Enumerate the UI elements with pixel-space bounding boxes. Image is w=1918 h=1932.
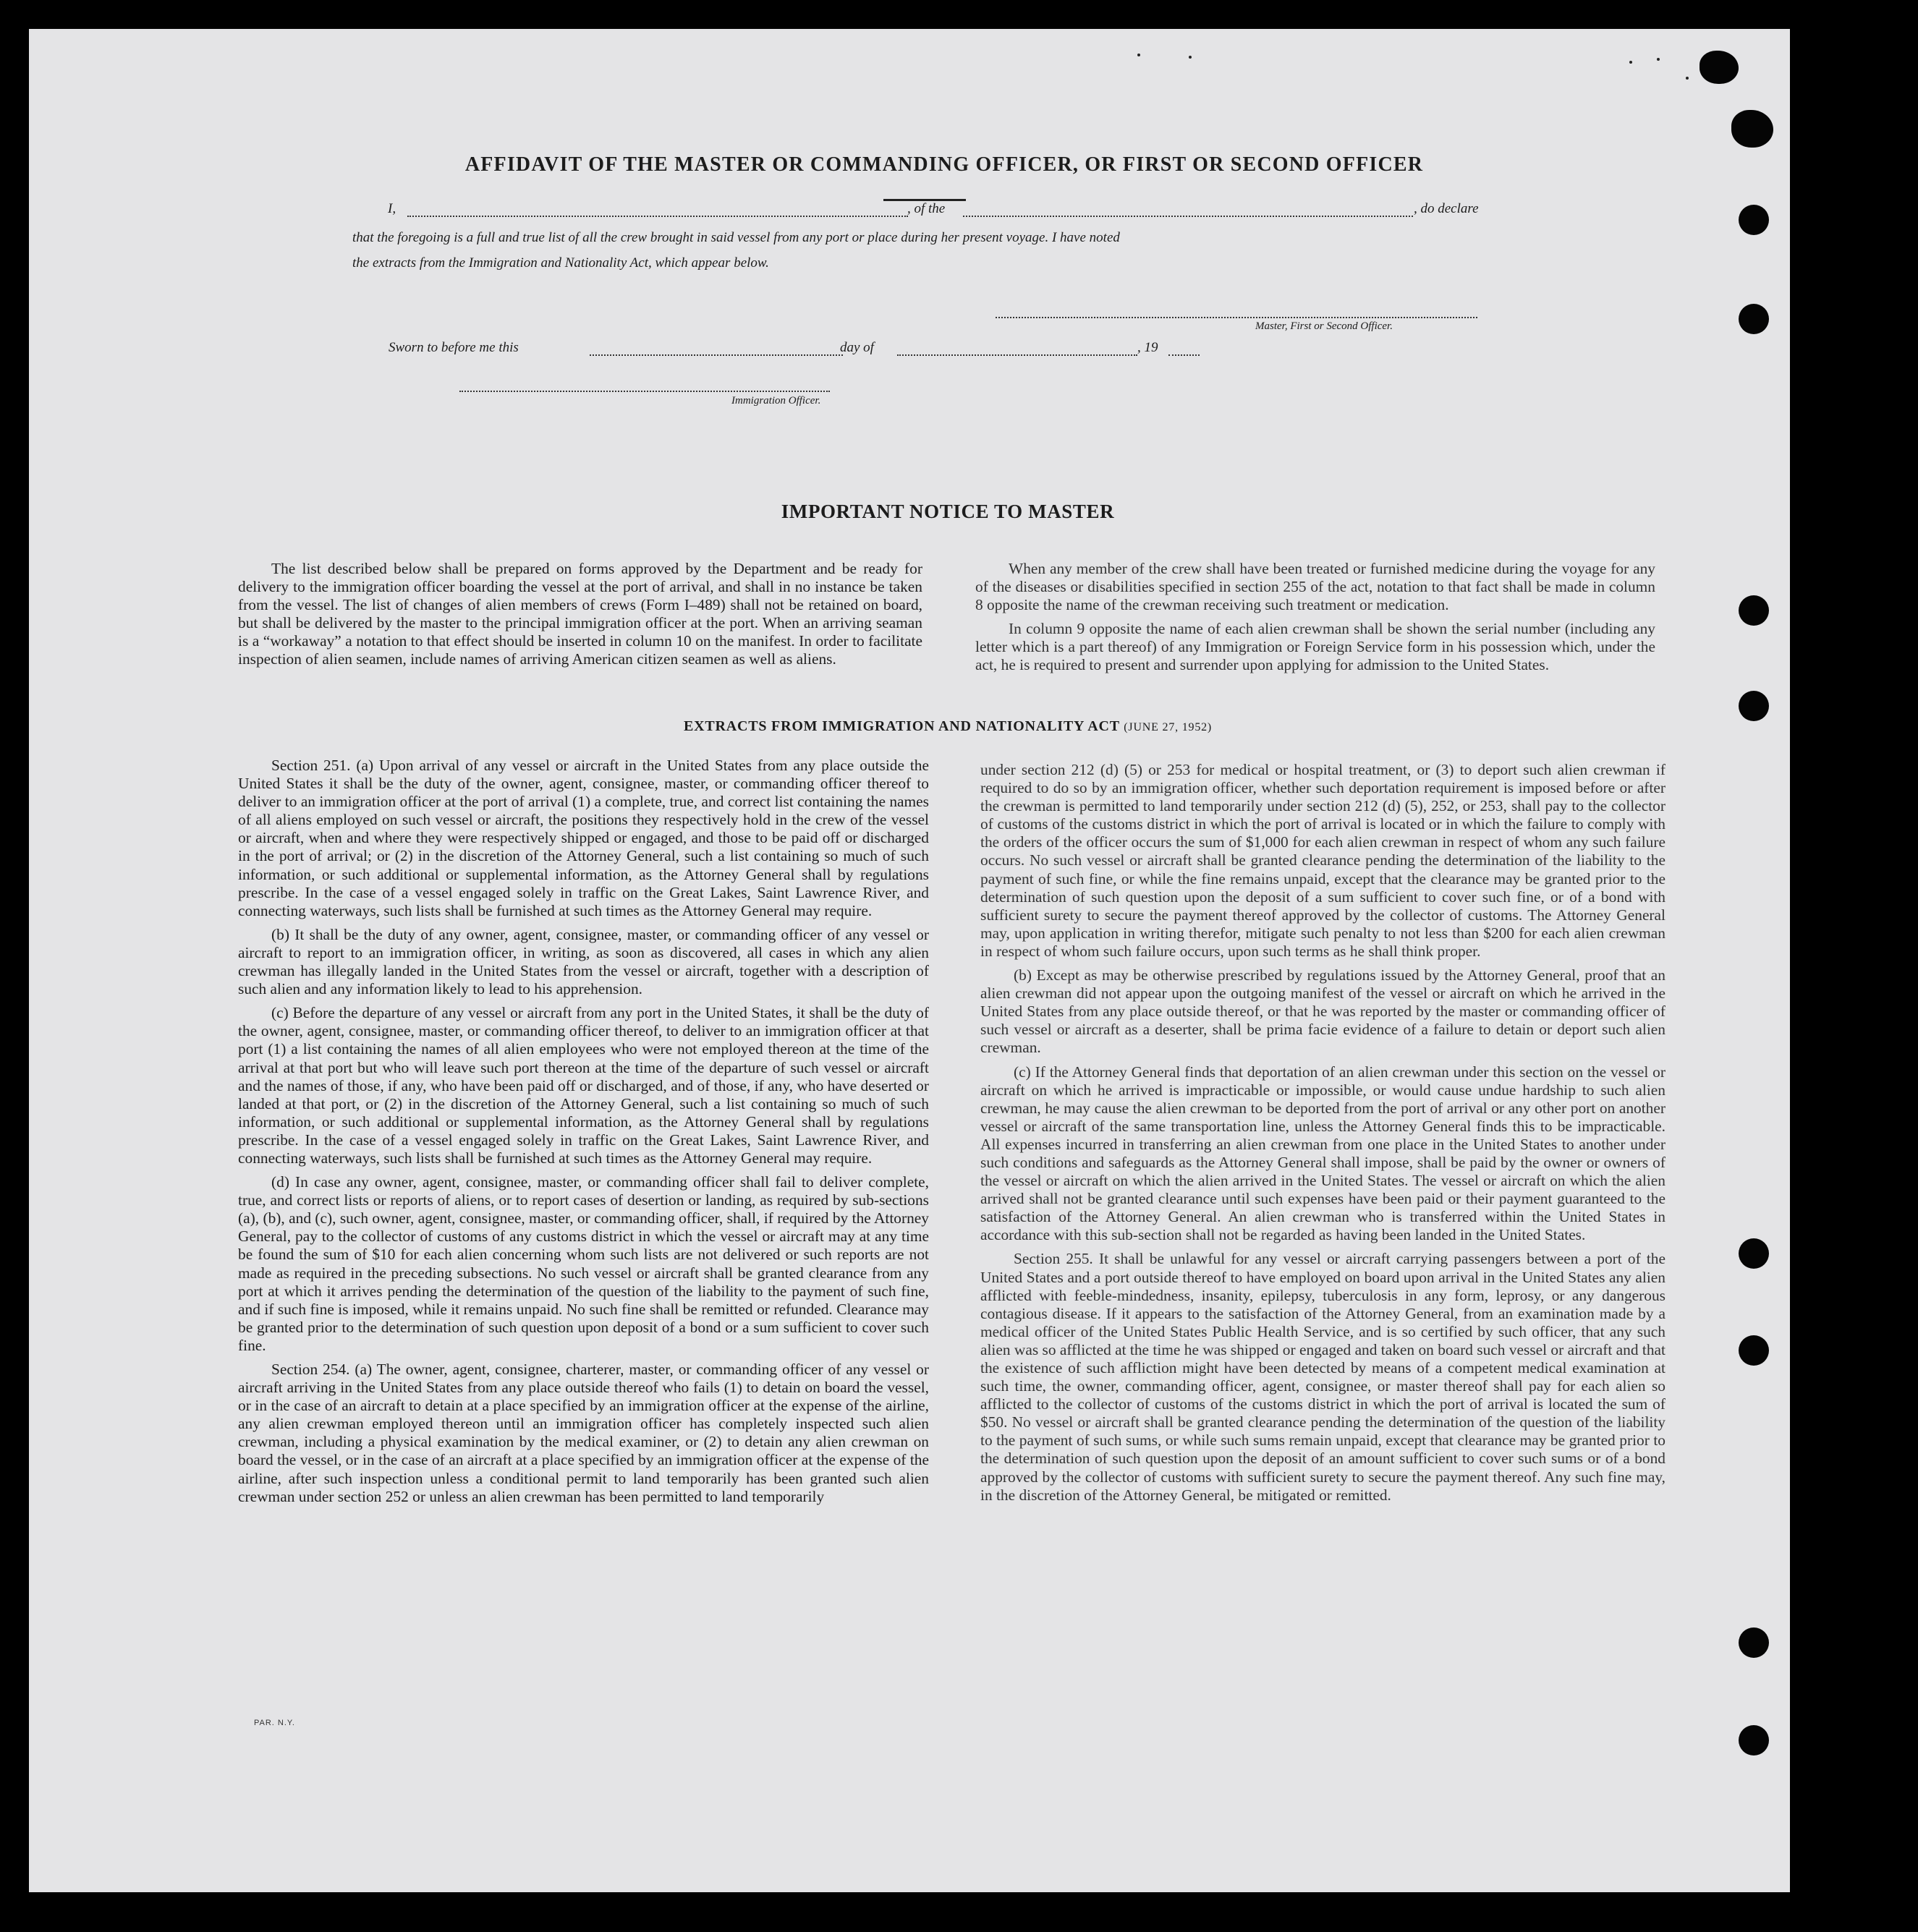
sworn-label: Sworn to before me this: [389, 340, 519, 355]
notice-paragraph: The list described below shall be prepared on forms approved by the Department and be ready for delivery to the immigration officer boarding the vessel at the port of arrival, and shall in no instance be taken from the vessel. The list of changes of alien members of crews (Form I–489) shall not be retained on board, but shall be delivered by the master to the principal immigration officer at the port. When an arriving seaman is a “workaway” a notation to that effect should be inserted in column 10 on the manifest. In order to facilitate inspection of alien seamen, include names of arriving American citizen seamen as well as aliens.: [238, 560, 922, 668]
binder-hole: [1739, 1627, 1769, 1658]
speck: [1189, 56, 1192, 59]
sworn-month-field[interactable]: [897, 354, 1137, 356]
notice-paragraph: When any member of the crew shall have been treated or furnished medicine during the voyage for any of the diseases or disabilities specified in section 255 of the act, notation to that fact shall be made in column 8 opposite the name of the crewman receiving such treatment or medication.: [975, 560, 1655, 614]
binder-hole: [1739, 1725, 1769, 1756]
speck: [1629, 61, 1632, 64]
affidavit-title: AFFIDAVIT OF THE MASTER OR COMMANDING OFFICER, OR FIRST OR SECOND OFFICER: [464, 153, 1424, 176]
extracts-title: [29, 718, 1867, 735]
binder-hole: [1739, 595, 1769, 626]
binder-hole: [1739, 205, 1769, 235]
extracts-date: (JUNE 27, 1952): [1124, 721, 1213, 733]
section-254a-continued: under section 212 (d) (5) or 253 for medical or hospital treatment, or (3) to deport such alien crewman if required to do so by an immigration officer, whether such deportation requirement is imposed before or after the crewman is permitted to land temporarily under section 212 (d) (5), 252, or 253, shall pay to the collector of customs of the customs district in which the port of arrival is located or in which the failure to comply with the orders of the officer occurs the sum of $1,000 for each alien crewman in respect of whom any such failure occurs. No such vessel or aircraft shall be granted clearance pending the determination of the liability to the payment of such fine, or while the fine remains unpaid, except that the clearance may be granted prior to the determination of such question upon the deposit of a sum sufficient to cover such fine, or of a bond with sufficient surety to secure the payment thereof approved by the collector of customs. The Attorney General may, upon application in writing therefor, mitigate such penalty to not less than $200 for each alien crewman in respect of whom such failure occurs, upon such terms as he shall think proper.: [980, 761, 1665, 960]
section-254b: (b) Except as may be otherwise prescribed by regulations issued by the Attorney General, proof that an alien crewman did not appear upon the outgoing manifest of the vessel or aircraft on which he arrived in the United States from any place outside thereof, or that he was reported by the master or commanding officer of such vessel or aircraft as a deserter, shall be prima facie evidence of a failure to detain or deport such alien crewman.: [980, 966, 1665, 1057]
section-251c: (c) Before the departure of any vessel or aircraft from any port in the United States, it shall be the duty of the owner, agent, consignee, master, or commanding officer thereof, to deliver to an immigration officer at that port (1) a list containing the names of all alien employees who were not employed thereon at the time of the arrival at that port but who will leave such port thereon at the time of the departure of such vessel or aircraft and the names of those, if any, who have been paid off or discharged, and of those, if any, who have deserted or landed at that port, or (2) in the discretion of the Attorney General, such a list containing so much of such information, or such additional or supplemental information, as the Attorney General shall by regulations prescribe. In the case of a vessel engaged solely in traffic on the Great Lakes, Saint Lawrence River, and connecting waterways, such lists shall be furnished at such times as the Attorney General may require.: [238, 1004, 929, 1167]
speck: [1686, 77, 1689, 80]
binder-hole: [1739, 1238, 1769, 1269]
sworn-year-field[interactable]: [1168, 354, 1200, 356]
speck: [1657, 58, 1660, 61]
extracts-right-column: [980, 761, 1665, 1510]
sworn-day-field[interactable]: [590, 354, 843, 356]
binder-hole: [1739, 691, 1769, 721]
section-254a: Section 254. (a) The owner, agent, consignee, charterer, master, or commanding officer of any vessel or aircraft arriving in the United States from any place outside thereof who fails (1) to detain on board the vessel, or in the case of an aircraft to detain at a place specified by an immigration officer at the expense of the airline, any alien crewman employed thereon until an immigration officer has completely inspected such alien crewman, including a physical examination by the medical examiner, or (2) to detain any alien crewman on board the vessel, or in the case of an aircraft at a place specified by an immigration officer at the expense of the airline, after such inspection unless a conditional permit to land temporarily has been granted such alien crewman under section 252 or unless an alien crewman has been permitted to land temporarily: [238, 1361, 929, 1505]
section-255: Section 255. It shall be unlawful for any vessel or aircraft carrying passengers between a port of the United States and a port outside thereof to have employed on board upon arrival in the United States any alien afflicted with feeble-mindedness, insanity, epilepsy, tuberculosis in any form, leprosy, or any dangerous contagious disease. If it appears to the satisfaction of the Attorney General, from an examination made by a medical officer of the United States Public Health Service, and is so certified by such officer, that any such alien was so afflicted at the time he was shipped or engaged and taken on board such vessel or aircraft and that the existence of such affliction might have been detected by means of a competent medical examination at such time, the owner, commanding officer, agent, consignee, or master thereof shall pay for each alien so afflicted to the collector of customs of the customs district in which the port of arrival is located the sum of $50. No vessel or aircraft shall be granted clearance pending the determination of the question of the liability to the payment of such sums, or while such sums remain unpaid, except that clearance may be granted prior to the determination of such question upon the deposit of an amount sufficient to cover such sums or of a bond approved by the collector of customs with sufficient surety to secure the payment thereof. Any such fine may, in the discretion of the Attorney General, be mitigated or remitted.: [980, 1250, 1665, 1504]
binder-hole: [1700, 51, 1739, 84]
printer-mark: PAR. N.Y.: [254, 1719, 295, 1727]
decl-do-declare-label: , do declare: [1414, 201, 1479, 216]
name-field-dotted-line[interactable]: [407, 216, 908, 217]
officer-signature-caption: Immigration Officer.: [731, 395, 821, 407]
decl-line-3: the extracts from the Immigration and Nationality Act, which appear below.: [352, 255, 769, 271]
year-prefix-label: , 19: [1137, 340, 1158, 355]
master-signature-caption: Master, First or Second Officer.: [1255, 320, 1393, 332]
decl-i-label: I,: [388, 201, 396, 216]
extracts-left-column: [238, 757, 929, 1512]
vessel-field-dotted-line[interactable]: [963, 216, 1413, 217]
decl-of-the-label: , of the: [907, 201, 946, 216]
notice-paragraph: In column 9 opposite the name of each alien crewman shall be shown the serial number (including any letter which is a part thereof) of any Immigration or Foreign Service form in his possession which, under the act, he is required to present and surrender upon applying for admission to the United States.: [975, 620, 1655, 674]
binder-hole: [1739, 304, 1769, 334]
decl-line-2: that the foregoing is a full and true list of all the crew brought in said vessel from any port or place during her present voyage. I have noted: [352, 230, 1120, 245]
notice-title: IMPORTANT NOTICE TO MASTER: [781, 501, 1115, 522]
master-signature-line[interactable]: [996, 317, 1477, 318]
notice-left-column: [238, 560, 922, 675]
section-251a: Section 251. (a) Upon arrival of any vessel or aircraft in the United States from any place outside the United States it shall be the duty of the owner, agent, consignee, master, or commanding officer thereof to deliver to an immigration officer at the port of arrival (1) a complete, true, and correct list containing the names of all aliens employed on such vessel or aircraft, the positions they respectively hold in the crew of the vessel or aircraft, when and where they were respectively shipped or engaged, and those to be paid off or discharged in the port of arrival; or (2) in the discretion of the Attorney General, such a list containing so much of such information, or such additional or supplemental information, as the Attorney General shall by regulations prescribe. In the case of a vessel engaged solely in traffic on the Great Lakes, Saint Lawrence River, and connecting waterways, such lists shall be furnished at such times as the Attorney General may require.: [238, 757, 929, 919]
document-page: [29, 29, 1790, 1892]
binder-hole: [1731, 110, 1773, 148]
notice-right-column: [975, 560, 1655, 681]
extracts-title-text: EXTRACTS FROM IMMIGRATION AND NATIONALITY ACT: [683, 718, 1120, 734]
speck: [1137, 54, 1140, 56]
day-of-label: day of: [840, 340, 874, 355]
section-251d: (d) In case any owner, agent, consignee, master, or commanding officer shall fail to deliver complete, true, and correct lists or reports of aliens, or to report cases of desertion or landing, as required by sub-sections (a), (b), and (c), such owner, agent, consignee, master, or commanding officer, shall, if required by the Attorney General, pay to the collector of customs of any customs district in which the vessel or aircraft may at any time be found the sum of $10 for each alien concerning whom such lists are not delivered or such reports are not made as required in the preceding subsections. No such vessel or aircraft shall be granted clearance from any port at which it arrives pending the determination of the question of the liability to the payment of such fine, and if such fine is imposed, while it remains unpaid. No such fine shall be remitted or refunded. Clearance may be granted prior to the determination of such question upon deposit of a bond or a sum sufficient to cover such fine.: [238, 1173, 929, 1354]
binder-hole: [1739, 1335, 1769, 1366]
section-251b: (b) It shall be the duty of any owner, agent, consignee, master, or commanding officer of any vessel or aircraft to report to an immigration officer, in writing, as soon as discovered, all cases in which any alien crewman has illegally landed in the United States from the vessel or aircraft, together with a description of such alien and any information likely to lead to his apprehension.: [238, 925, 929, 998]
section-254c: (c) If the Attorney General finds that deportation of an alien crewman under this section on the vessel or aircraft on which he arrived is impracticable or impossible, or would cause undue hardship to such alien crewman, he may cause the alien crewman to be deported from the port of arrival or any other port on another vessel or aircraft of the same transportation line, unless the Attorney General finds this to be impracticable. All expenses incurred in transferring an alien crewman from one place in the United States to another under such conditions and safeguards as the Attorney General shall impose, shall be paid by the owner or owners of the vessel or aircraft on which the alien arrived in the United States. The vessel or aircraft on which the alien arrived shall not be granted clearance until such expenses have been paid or their payment guaranteed to the satisfaction of the Attorney General. An alien crewman who is transferred within the United States in accordance with this sub-section shall not be regarded as having been landed in the United States.: [980, 1063, 1665, 1244]
officer-signature-line[interactable]: [459, 391, 830, 392]
